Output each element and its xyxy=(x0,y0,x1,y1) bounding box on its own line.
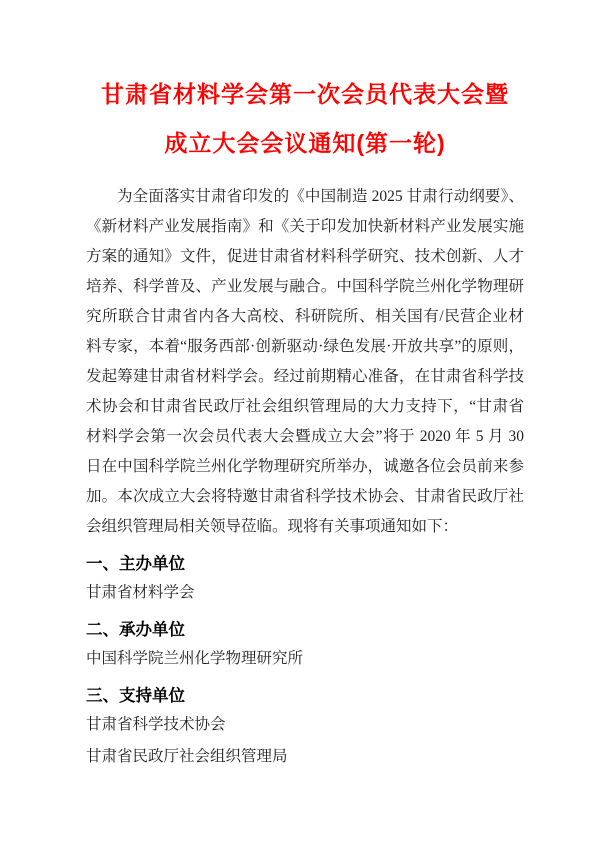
organizer-unit-name: 中国科学院兰州化学物理研究所 xyxy=(86,650,304,667)
document-title-line1: 甘肃省材料学会第一次会员代表大会暨 xyxy=(101,81,509,107)
support-unit-name-1: 甘肃省科学技术协会 xyxy=(86,716,226,733)
support-unit-name-2: 甘肃省民政厅社会组织管理局 xyxy=(86,748,288,765)
section-heading-host-unit: 一、主办单位 xyxy=(86,555,185,573)
document-title xyxy=(86,70,524,168)
section-heading-support-unit: 三、支持单位 xyxy=(86,687,185,705)
sections-list xyxy=(86,550,524,772)
document-title-line2: 成立大会会议通知(第一轮) xyxy=(164,130,446,156)
host-unit-name: 甘肃省材料学会 xyxy=(86,584,195,601)
intro-paragraph: 为全面落实甘肃省印发的《中国制造 2025 甘肃行动纲要》、《新材料产业发展指南》和《关于印发加快新材料产业发展实施方案的通知》文件，促进甘肃省材料科学研究、技术创新、人才培养、科学普及、产业发展与融合。中国科学院兰州化学物理研究所联合甘肃省内各大高校、科研院所、相关国有/民营企业材料专家，本着“服务西部·创新驱动·绿色发展·开放共享”的原则，发起筹建甘肃省材料学会。经过前期精心准备，在甘肃省科学技术协会和甘肃省民政厅社会组织管理局的大力支持下，“甘肃省材料学会第一次会员代表大会暨成立大会”将于 2020 年 5 月 30 日在中国科学院兰州化学物理研究所举办，诚邀各位会员前来参加。本次成立大会将特邀甘肃省科学技术协会、甘肃省民政厅社会组织管理局相关领导莅临。现将有关事项通知如下： xyxy=(86,188,524,535)
section-heading-organizer-unit: 二、承办单位 xyxy=(86,621,185,639)
